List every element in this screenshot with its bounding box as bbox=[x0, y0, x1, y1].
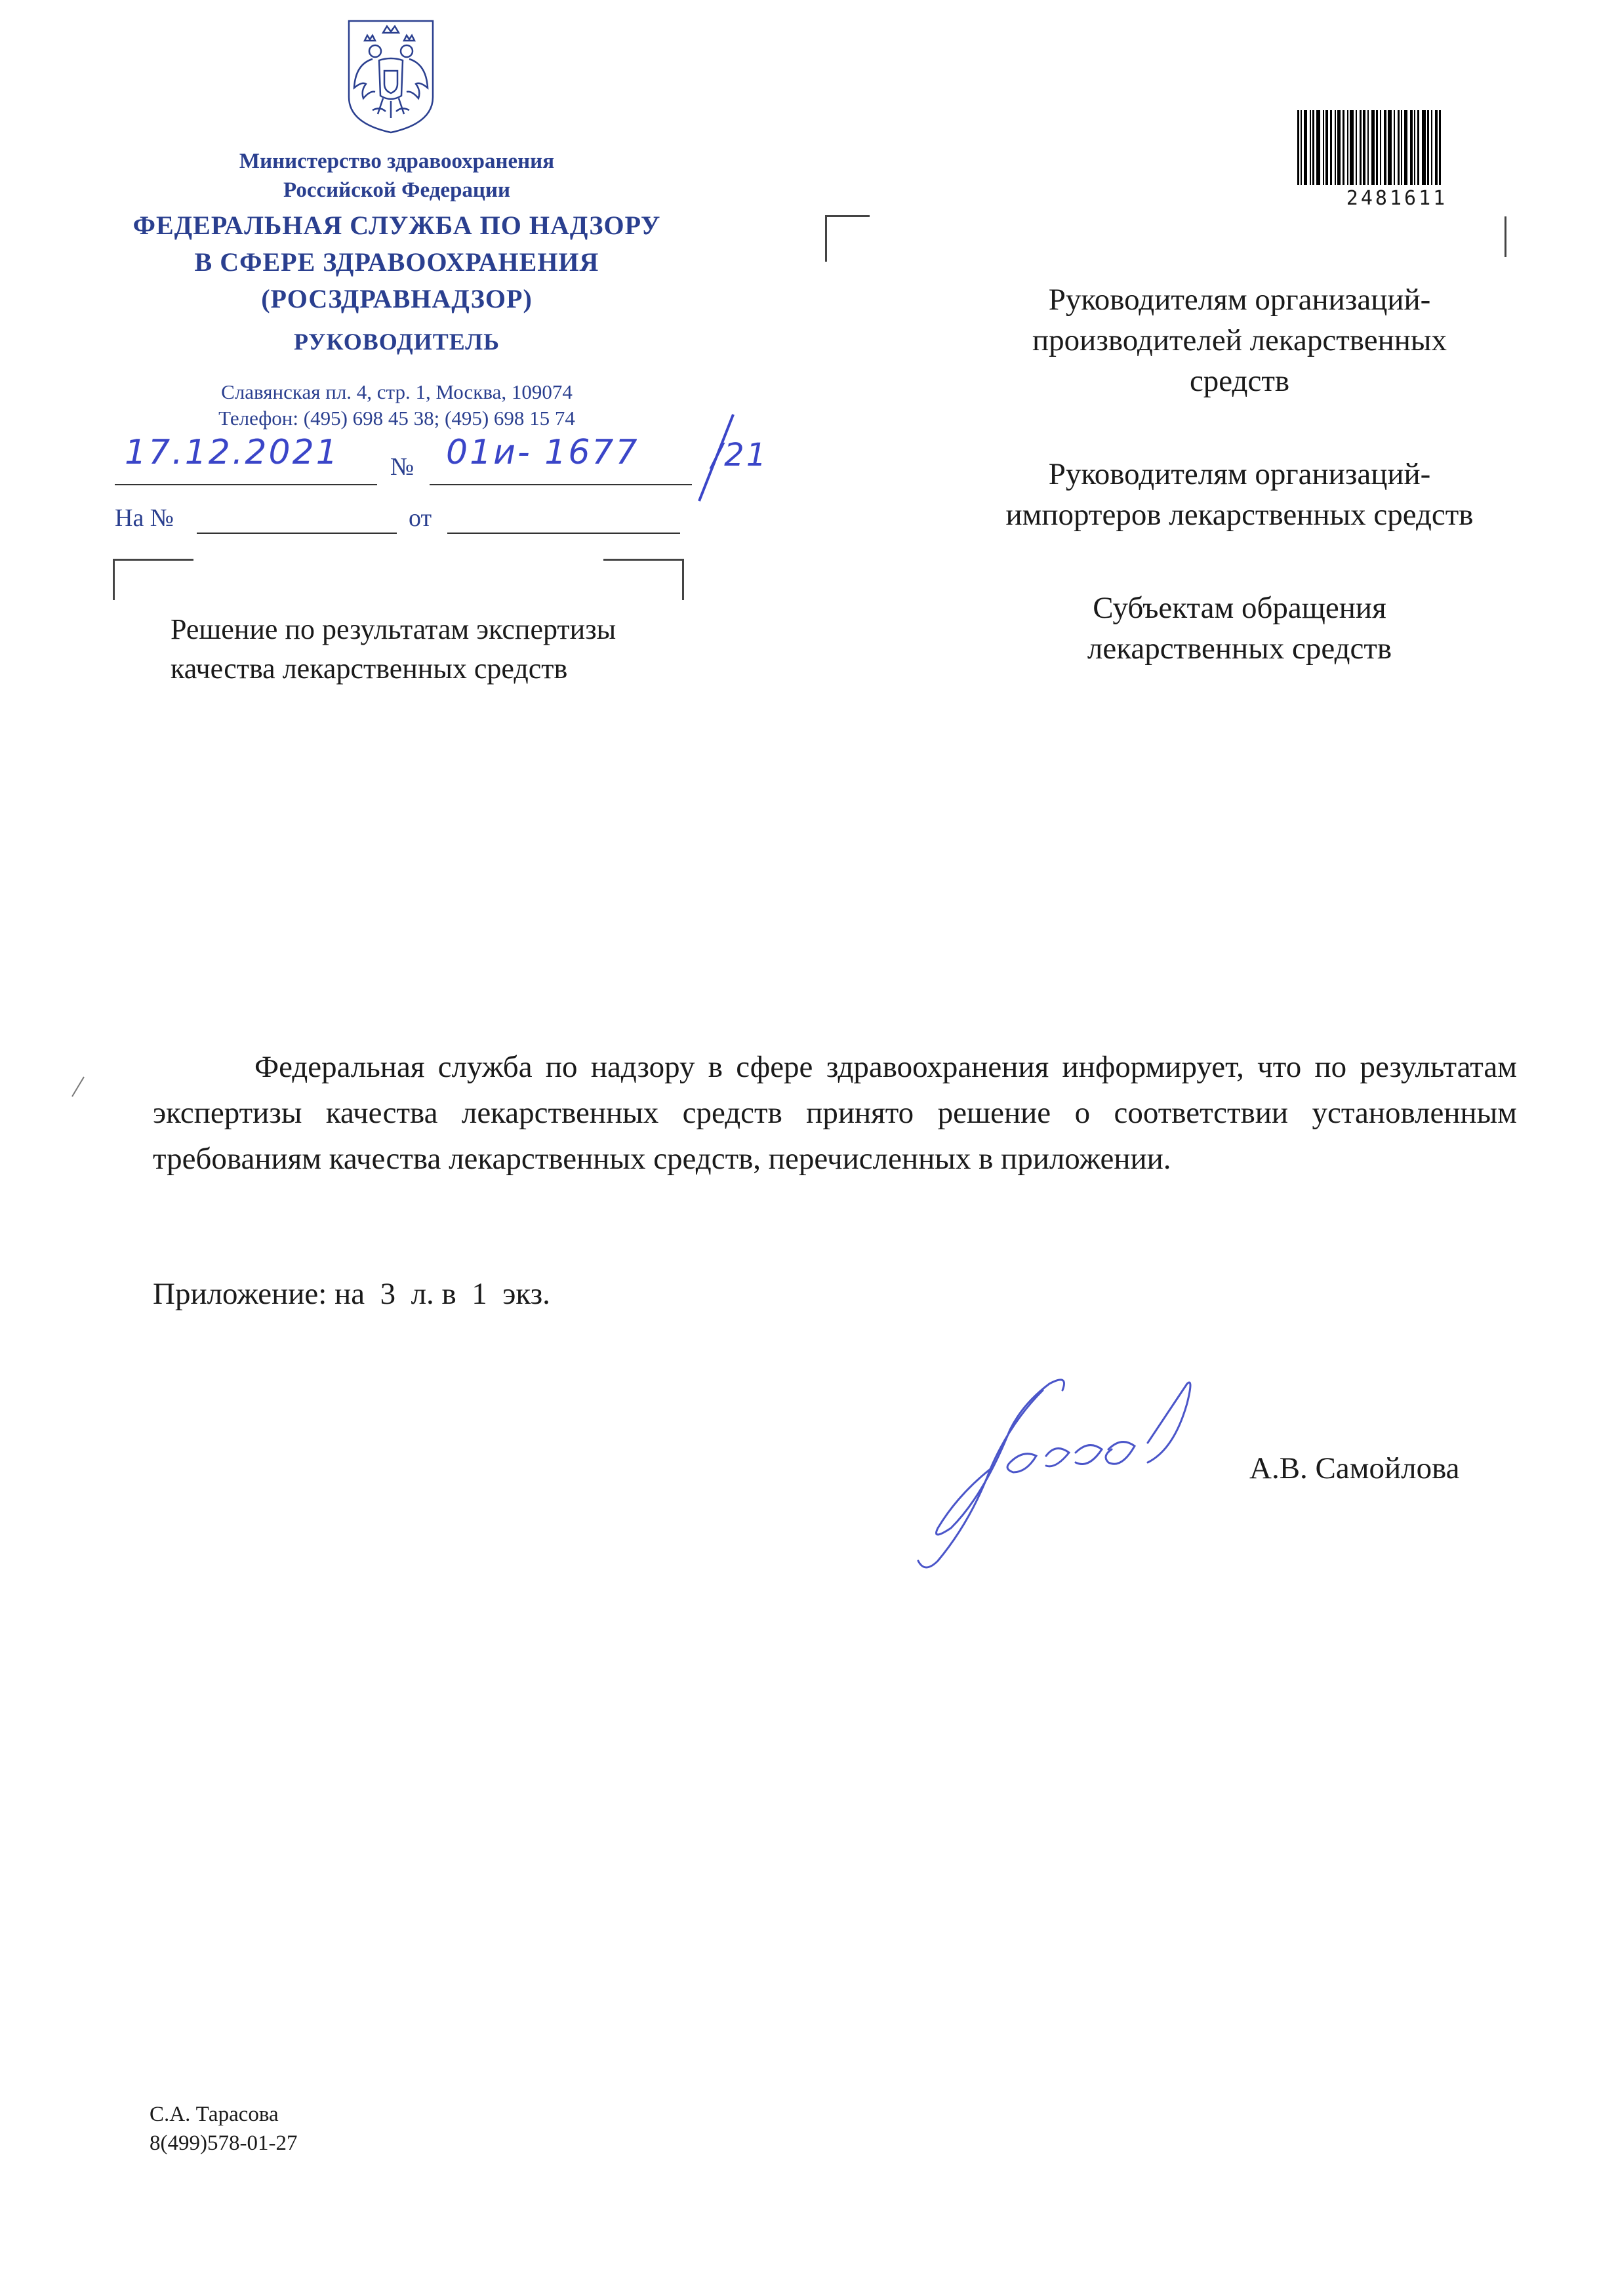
number-sign: № bbox=[390, 453, 414, 481]
barcode-stripe bbox=[1325, 110, 1328, 185]
subject-line: Решение по результатам экспертизы bbox=[171, 613, 616, 645]
reply-date-line bbox=[447, 533, 680, 534]
from-label: от bbox=[409, 504, 432, 532]
subject bbox=[171, 610, 616, 689]
barcode-stripe bbox=[1347, 110, 1348, 185]
barcode-stripe bbox=[1427, 110, 1429, 185]
slash-stroke bbox=[694, 409, 740, 508]
barcode-stripe bbox=[1439, 110, 1441, 185]
barcode-stripe bbox=[1350, 110, 1354, 185]
executor-name: С.А. Тарасова bbox=[150, 2103, 279, 2126]
barcode-stripe bbox=[1312, 110, 1314, 185]
contact-block bbox=[118, 379, 676, 432]
ministry-line: Министерство здравоохранения bbox=[239, 150, 555, 173]
barcode-stripe bbox=[1422, 110, 1426, 185]
barcode-stripe bbox=[1356, 110, 1357, 185]
service-line: (РОСЗДРАВНАДЗОР) bbox=[261, 284, 533, 313]
barcode-number: 2481611 bbox=[1346, 187, 1448, 210]
barcode-stripe bbox=[1301, 110, 1302, 185]
barcode-stripe bbox=[1398, 110, 1400, 185]
barcode-stripe bbox=[1297, 110, 1299, 185]
head-title: РУКОВОДИТЕЛЬ bbox=[294, 329, 500, 355]
service-line: В СФЕРЕ ЗДРАВООХРАНЕНИЯ bbox=[194, 247, 599, 277]
addressee-line: средств bbox=[1189, 364, 1290, 398]
barcode-stripe bbox=[1414, 110, 1415, 185]
barcode-stripe bbox=[1337, 110, 1341, 185]
handwritten-date: 17.12.2021 bbox=[125, 433, 340, 472]
barcode-stripe bbox=[1323, 110, 1324, 185]
handwritten-number: 01и- 1677 bbox=[446, 433, 639, 472]
addressee-line: Руководителям организаций- bbox=[1048, 283, 1431, 317]
barcode-stripe bbox=[1335, 110, 1336, 185]
executor-block bbox=[150, 2100, 297, 2158]
reply-number-line bbox=[197, 533, 397, 534]
ministry-name bbox=[118, 147, 676, 205]
date-underline bbox=[115, 484, 377, 485]
addressee-line: лекарственных средств bbox=[1087, 632, 1392, 666]
addressee-line: Субъектам обращения bbox=[1093, 591, 1386, 625]
body-paragraph: Федеральная служба по надзору в сфере здравоохранения информирует, что по результатам экспертизы качества лекарственных средств принято решение о соответствии установленным требованиям качества лекарственных средств, перечисленных в приложении. bbox=[153, 1050, 1517, 1176]
handwritten-signature bbox=[912, 1364, 1253, 1581]
addressee-line: импортеров лекарственных средств bbox=[1005, 498, 1474, 532]
margin-mark bbox=[68, 1074, 88, 1100]
attachment-note: Приложение: на 3 л. в 1 экз. bbox=[153, 1277, 550, 1311]
barcode-stripe bbox=[1404, 110, 1407, 185]
addressee-line: Руководителям организаций- bbox=[1048, 457, 1431, 491]
barcode-stripe bbox=[1431, 110, 1432, 185]
addressee-subjects bbox=[925, 588, 1554, 669]
number-underline bbox=[430, 484, 692, 485]
corner-bracket-address-right bbox=[1505, 216, 1506, 257]
signatory-name: А.В. Самойлова bbox=[1249, 1451, 1460, 1485]
addressee-importers bbox=[925, 454, 1554, 535]
ministry-line: Российской Федерации bbox=[283, 178, 510, 202]
barcode-stripe bbox=[1394, 110, 1395, 185]
barcode-stripe bbox=[1367, 110, 1369, 185]
barcode-stripe bbox=[1376, 110, 1378, 185]
barcode-stripe bbox=[1417, 110, 1419, 185]
corner-bracket-top-right bbox=[603, 559, 684, 600]
subject-line: качества лекарственных средств bbox=[171, 653, 568, 685]
handwritten-number-suffix: /21 bbox=[712, 437, 769, 473]
service-name bbox=[98, 207, 695, 317]
barcode-stripe bbox=[1371, 110, 1375, 185]
barcode-stripe bbox=[1363, 110, 1365, 185]
barcode bbox=[1297, 110, 1497, 185]
barcode-stripe bbox=[1330, 110, 1332, 185]
barcode-stripe bbox=[1380, 110, 1381, 185]
barcode-stripe bbox=[1410, 110, 1413, 185]
address-line: Славянская пл. 4, стр. 1, Москва, 109074 bbox=[221, 380, 573, 403]
barcode-stripe bbox=[1360, 110, 1362, 185]
corner-bracket-address-left bbox=[825, 215, 870, 262]
corner-bracket-top-left bbox=[113, 559, 193, 600]
addressee-producers bbox=[925, 279, 1554, 401]
barcode-stripe bbox=[1304, 110, 1307, 185]
barcode-stripe bbox=[1388, 110, 1392, 185]
addressee-line: производителей лекарственных bbox=[1032, 323, 1447, 357]
barcode-stripe bbox=[1316, 110, 1320, 185]
phone-line: Телефон: (495) 698 45 38; (495) 698 15 74 bbox=[218, 407, 575, 430]
service-line: ФЕДЕРАЛЬНАЯ СЛУЖБА ПО НАДЗОРУ bbox=[132, 211, 661, 240]
barcode-stripe bbox=[1384, 110, 1386, 185]
executor-phone: 8(499)578-01-27 bbox=[150, 2131, 298, 2155]
barcode-stripe bbox=[1401, 110, 1402, 185]
coat-of-arms-emblem bbox=[346, 18, 435, 135]
barcode-stripe bbox=[1435, 110, 1438, 185]
barcode-stripe bbox=[1310, 110, 1311, 185]
reply-to-label: На № bbox=[115, 504, 174, 532]
barcode-stripe bbox=[1343, 110, 1344, 185]
